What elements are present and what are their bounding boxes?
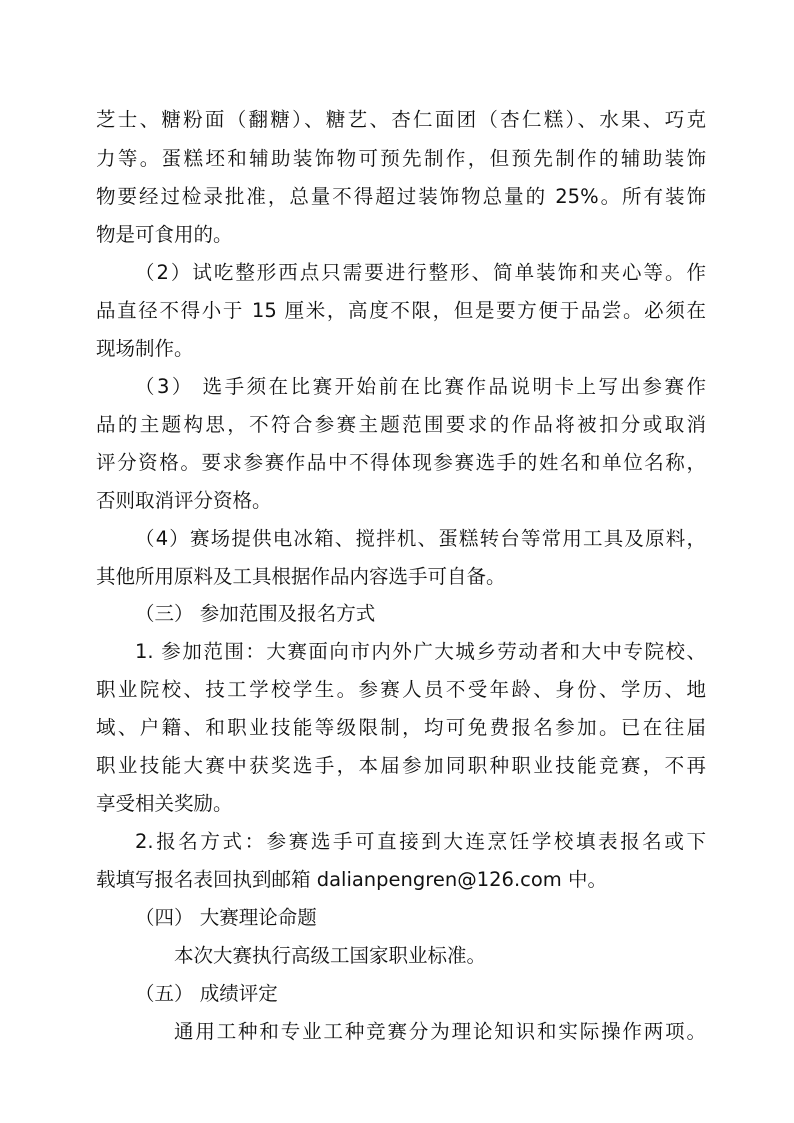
text-line: 品的主题构思，不符合参赛主题范围要求的作品将被扣分或取消 <box>96 413 706 436</box>
text-line: 现场制作。 <box>96 337 194 360</box>
text-line: 2.报名方式：参赛选手可直接到大连烹饪学校填表报名或下 <box>135 830 706 853</box>
section-heading: （三） 参加范围及报名方式 <box>135 602 376 625</box>
text-line: 力等。蛋糕坯和辅助装饰物可预先制作，但预先制作的辅助装饰 <box>96 147 706 170</box>
text-line: 否则取消评分资格。 <box>96 489 272 512</box>
section-heading: （四） 大赛理论命题 <box>135 906 317 929</box>
text-line: （4）赛场提供电冰箱、搅拌机、蛋糕转台等常用工具及原料， <box>135 527 706 550</box>
text-line: 载填写报名表回执到邮箱 dalianpengren@126.com 中。 <box>96 868 607 891</box>
section-heading: （五） 成绩评定 <box>135 982 278 1005</box>
text-line: 享受相关奖励。 <box>96 792 233 815</box>
text-line: 物要经过检录批准，总量不得超过装饰物总量的 25%。所有装饰 <box>96 185 706 208</box>
text-line: 职业技能大赛中获奖选手，本届参加同职种职业技能竞赛，不再 <box>96 754 706 777</box>
text-line: 本次大赛执行高级工国家职业标准。 <box>174 944 487 967</box>
text-line: 其他所用原料及工具根据作品内容选手可自备。 <box>96 565 506 588</box>
text-line: 1. 参加范围：大赛面向市内外广大城乡劳动者和大中专院校、 <box>135 640 706 663</box>
text-line: 职业院校、技工学校学生。参赛人员不受年龄、身份、学历、地 <box>96 678 706 701</box>
text-line: 评分资格。要求参赛作品中不得体现参赛选手的姓名和单位名称， <box>96 451 706 474</box>
text-line: 通用工种和专业工种竞赛分为理论知识和实际操作两项。 <box>174 1020 706 1043</box>
text-line: 芝士、糖粉面（翻糖）、糖艺、杏仁面团（杏仁糕）、水果、巧克 <box>96 108 706 131</box>
text-line: （2）试吃整形西点只需要进行整形、简单装饰和夹心等。作 <box>135 261 706 284</box>
text-line: 域、户籍、和职业技能等级限制，均可免费报名参加。已在往届 <box>96 716 706 739</box>
text-line: （3） 选手须在比赛开始前在比赛作品说明卡上写出参赛作 <box>135 375 706 398</box>
text-line: 物是可食用的。 <box>96 223 233 246</box>
text-line: 品直径不得小于 15 厘米，高度不限，但是要方便于品尝。必须在 <box>96 299 706 322</box>
